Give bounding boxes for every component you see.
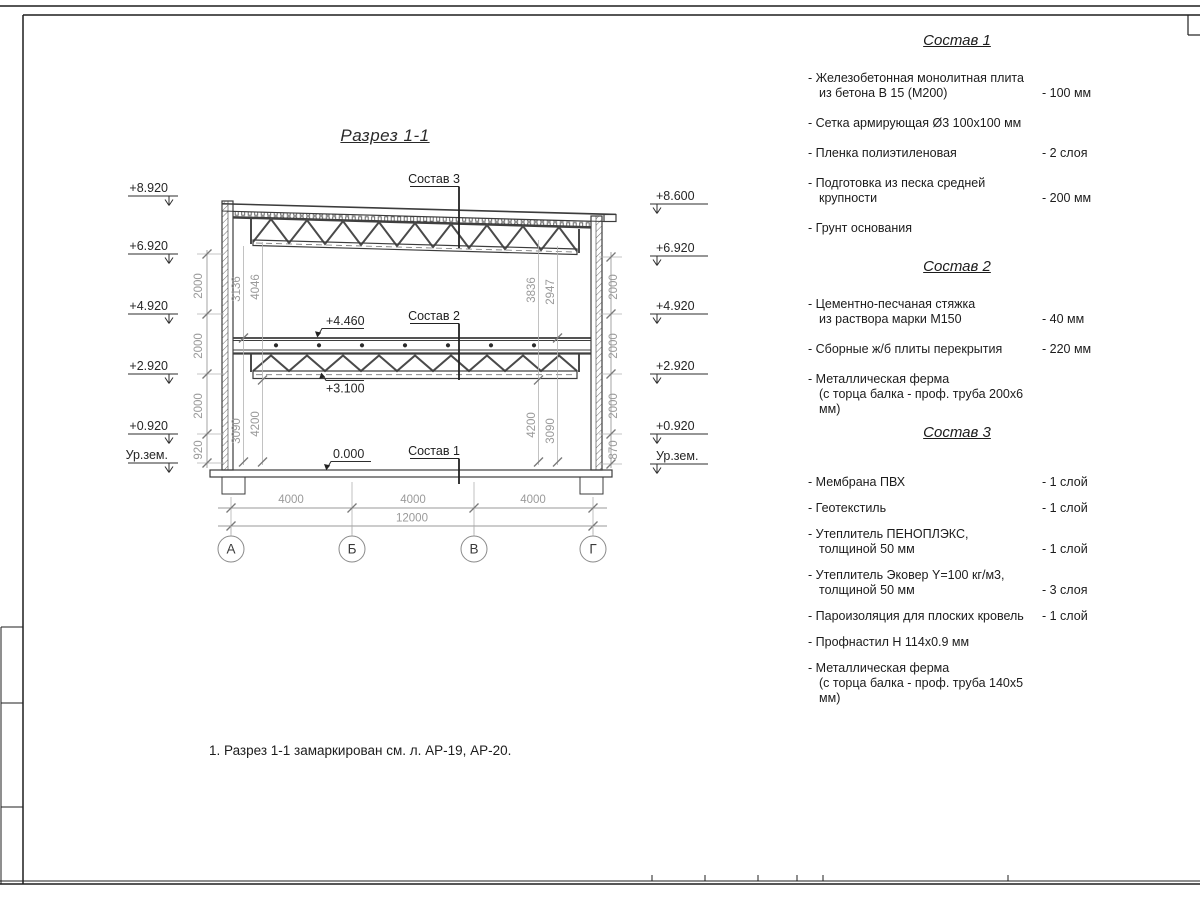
elevation-mark [650, 241, 708, 266]
elevation-marks-left [126, 181, 178, 473]
dim-label: 4000 [278, 494, 304, 506]
dim-label: 870 [608, 440, 620, 460]
level-label: 0.000 [333, 447, 365, 461]
foundation-left [222, 477, 245, 494]
dim-label: 4200 [526, 412, 538, 438]
elevation-label: +0.920 [656, 419, 695, 433]
spec-item-text: - Пленка полиэтиленовая [808, 146, 957, 160]
floor-assembly [233, 338, 591, 379]
elevation-label: +4.920 [129, 299, 168, 313]
spec-item-text: - Утеплитель Эковер Y=100 кг/м3, [808, 568, 1005, 582]
dim-chain-left [193, 250, 224, 469]
level-mark-floor2 [315, 314, 365, 338]
spec-item-text: - Пароизоляция для плоских кровель [808, 609, 1024, 623]
dim-label: 3090 [545, 418, 557, 444]
level-label: +4.460 [326, 314, 365, 328]
spec-item-value: - 100 мм [1042, 86, 1092, 100]
dim-label: 920 [193, 440, 205, 460]
elevation-label: +4.920 [656, 299, 695, 313]
spec-item-value: - 1 слой [1042, 609, 1088, 623]
spec-item-text: - Мембрана ПВХ [808, 475, 906, 489]
elevation-mark [650, 299, 708, 324]
spec-title: Состав 2 [923, 258, 991, 275]
right-wall [591, 216, 602, 470]
slab-joints [274, 343, 536, 347]
axis-label: Б [347, 541, 357, 557]
spec-item [792, 146, 1122, 161]
dim-label: 2000 [193, 393, 205, 419]
spec-item [792, 609, 1122, 624]
axis-label: Г [589, 541, 597, 557]
callout-label: Состав 3 [408, 172, 460, 186]
roof-assembly [222, 204, 616, 255]
spec-item-value: - 1 слой [1042, 475, 1088, 489]
dim-label: 2000 [193, 333, 205, 359]
dim-label: 4046 [250, 274, 262, 300]
dim-label: 4000 [400, 494, 426, 506]
level-mark-floor1 [324, 447, 371, 470]
spec-item [792, 501, 1122, 516]
spec-item-value: - 2 слоя [1042, 146, 1088, 160]
elevation-label: +6.920 [129, 239, 168, 253]
spec-item-text: - Сетка армирующая Ø3 100х100 мм [808, 116, 1022, 130]
dim-label: 2000 [608, 333, 620, 359]
spec-item-text: - Грунт основания [808, 221, 913, 235]
dim-label: 2000 [608, 274, 620, 300]
elevation-mark [128, 239, 178, 264]
spec-item [792, 635, 1122, 650]
callout-label: Состав 2 [408, 309, 460, 323]
elevation-label: +8.600 [656, 189, 695, 203]
spec-item-text: - Металлическая ферма [808, 372, 950, 386]
dim-label: 3836 [526, 277, 538, 303]
level-mark-truss-bottom [319, 373, 364, 396]
foundation-right [580, 477, 603, 494]
spec-item-value: - 1 слой [1042, 501, 1088, 515]
spec-item-text: - Цементно-песчаная стяжка [808, 297, 976, 311]
spec-item-text: - Утеплитель ПЕНОПЛЭКС, [808, 527, 969, 541]
spec-item-text: - Профнастил Н 114х0.9 мм [808, 635, 970, 649]
spec-item [792, 475, 1122, 490]
spec-item-value: - 220 мм [1042, 342, 1092, 356]
spec-item [792, 527, 1122, 557]
spec-block-2 [792, 258, 1122, 432]
spec-item-text2: из бетона В 15 (М200) [819, 86, 948, 100]
level-label: +3.100 [326, 381, 365, 396]
drawing-title: Разрез 1-1 [340, 126, 430, 145]
spec-item-text: - Железобетонная монолитная плита [808, 71, 1024, 85]
spec-item-text2: толщиной 50 мм [819, 583, 915, 597]
dim-label: 4000 [520, 494, 546, 506]
elevation-mark-ground [126, 448, 178, 473]
axis-bubbles [218, 526, 606, 562]
spec-item [792, 372, 1122, 417]
spec-block-1 [792, 32, 1122, 251]
callout-label: Состав 1 [408, 444, 460, 458]
spec-block-3 [792, 424, 1122, 717]
elevation-mark-ground [650, 449, 708, 474]
elevation-label: Ур.зем. [125, 448, 168, 462]
spec-item-text2: из раствора марки М150 [819, 312, 962, 326]
spec-item-text2: (с торца балка - проф. труба 200х6 мм) [819, 387, 1024, 416]
bottom-dims [218, 482, 607, 534]
ground-slab [210, 470, 612, 494]
spec-item-value: - 200 мм [1042, 191, 1092, 205]
dim-label: 4200 [250, 411, 262, 437]
callout-sostav-1 [408, 444, 460, 484]
spec-item-text2: крупности [819, 191, 878, 205]
elevation-label: +2.920 [129, 359, 168, 373]
spec-item [792, 221, 1122, 236]
spec-title: Состав 3 [923, 424, 991, 441]
spec-item [792, 342, 1122, 357]
elevation-mark [128, 181, 178, 206]
elevation-marks-right [650, 189, 708, 474]
dim-label: 3136 [231, 276, 243, 302]
spec-item [792, 71, 1122, 101]
dim-label-total: 12000 [396, 512, 428, 525]
spec-item-text2: толщиной 50 мм [819, 542, 915, 556]
elevation-label: +6.920 [656, 241, 695, 255]
spec-item [792, 661, 1122, 706]
elevation-mark [128, 299, 178, 324]
elevation-label: +8.920 [129, 181, 168, 195]
spec-item-value: - 40 мм [1042, 312, 1085, 326]
spec-item-text: - Металлическая ферма [808, 661, 950, 675]
dim-label: 2000 [193, 273, 205, 299]
elevation-mark [128, 419, 178, 444]
spec-item-value: - 1 слой [1042, 542, 1088, 556]
elevation-mark [650, 419, 708, 444]
spec-item-text2: (с торца балка - проф. труба 140х5 мм) [819, 676, 1024, 705]
spec-item-text: - Геотекстиль [808, 501, 887, 515]
axis-label: А [226, 541, 236, 557]
floor-truss [251, 355, 579, 379]
axis-label: В [469, 541, 479, 557]
sheet-note: 1. Разрез 1-1 замаркирован см. л. АР-19, АР-20. [209, 743, 512, 758]
elevation-mark [128, 359, 178, 384]
spec-item [792, 176, 1122, 206]
elevation-mark [650, 359, 708, 384]
elevation-label: +2.920 [656, 359, 695, 373]
spec-item [792, 297, 1122, 327]
spec-title: Состав 1 [923, 32, 991, 49]
elevation-label: Ур.зем. [656, 449, 699, 463]
spec-item-text: - Сборные ж/б плиты перекрытия [808, 342, 1003, 356]
title-block-ticks [652, 875, 1008, 881]
dim-label: 2947 [545, 279, 557, 305]
spec-item-value: - 3 слоя [1042, 583, 1088, 597]
elevation-mark [650, 189, 708, 214]
spec-item [792, 568, 1122, 598]
spec-item-text: - Подготовка из песка средней [808, 176, 986, 190]
spec-item [792, 116, 1122, 131]
elevation-label: +0.920 [129, 419, 168, 433]
dim-label: 3090 [231, 418, 243, 444]
dim-label: 2000 [608, 393, 620, 419]
